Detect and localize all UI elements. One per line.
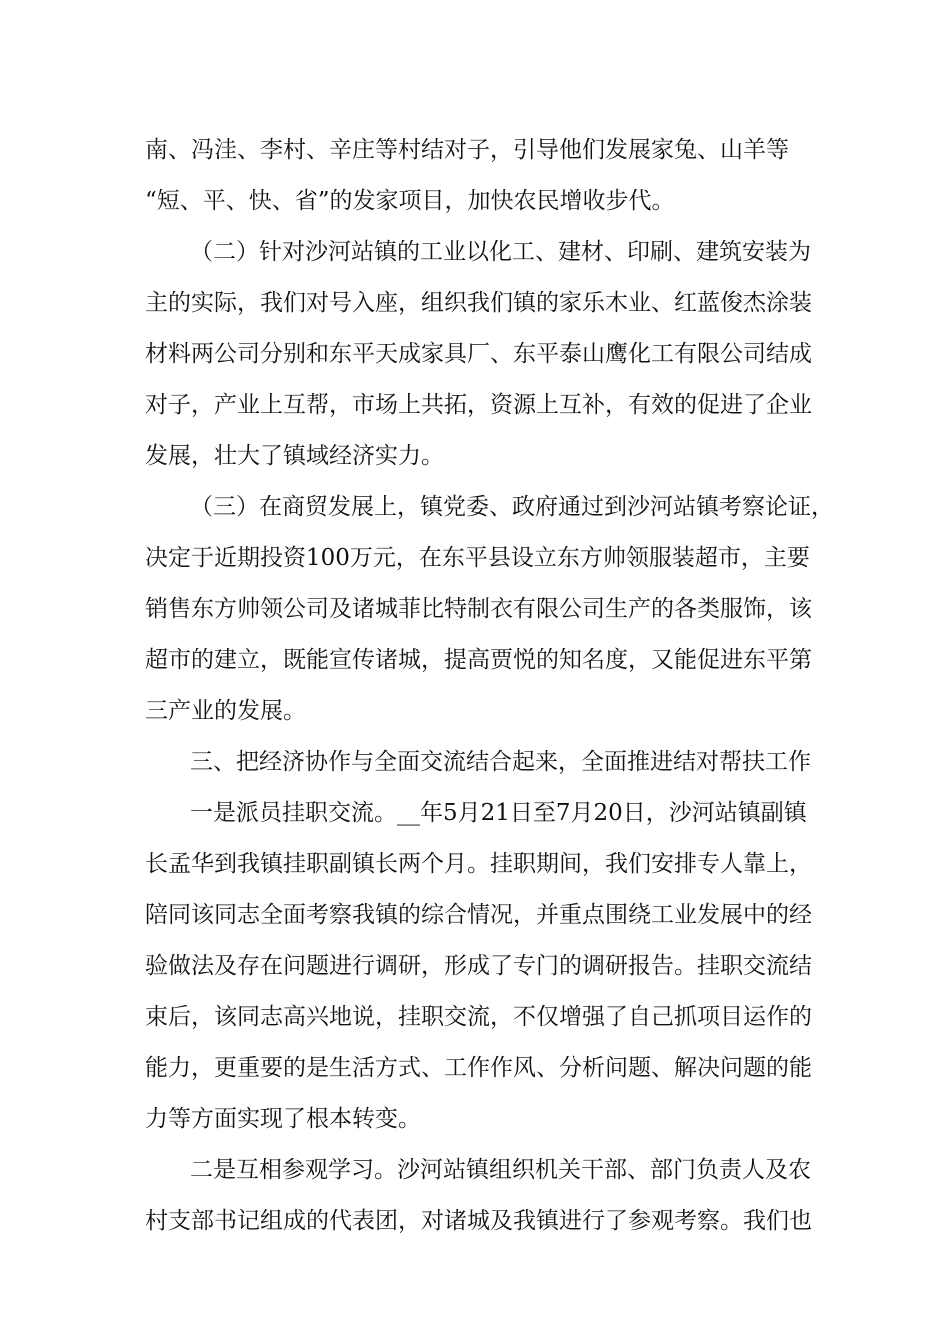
body-text-line: 发展，壮大了镇域经济实力。: [145, 443, 444, 469]
body-text-line: 三产业的发展。: [145, 698, 306, 724]
body-text-line: 束后，该同志高兴地说，挂职交流，不仅增强了自己抓项目运作的: [145, 1004, 812, 1030]
body-text-line: 陪同该同志全面考察我镇的综合情况，并重点围绕工业发展中的经: [145, 902, 812, 928]
body-text-line: 村支部书记组成的代表团，对诸城及我镇进行了参观考察。我们也: [145, 1208, 812, 1234]
body-text-line: 力等方面实现了根本转变。: [145, 1106, 421, 1132]
body-text-line: 对子，产业上互帮，市场上共拓，资源上互补，有效的促进了企业: [145, 392, 812, 418]
body-text-line: 主的实际，我们对号入座，组织我们镇的家乐木业、红蓝俊杰涂装: [145, 290, 812, 316]
body-text-line: 材料两公司分别和东平天成家具厂、东平泰山鹰化工有限公司结成: [145, 341, 812, 367]
body-text-line: 南、冯洼、李村、辛庄等村结对子，引导他们发展家兔、山羊等: [145, 137, 789, 163]
paragraph-4-first-line: 一是派员挂职交流。__年5月21日至7月20日，沙河站镇副镇: [190, 800, 807, 826]
body-text-line: 销售东方帅领公司及诸城菲比特制衣有限公司生产的各类服饰，该: [145, 596, 812, 622]
paragraph-2-first-line: （二）针对沙河站镇的工业以化工、建材、印刷、建筑安装为: [190, 239, 811, 265]
body-text-line: 决定于近期投资100万元，在东平县设立东方帅领服装超市，主要: [145, 545, 810, 571]
body-text-line: 超市的建立，既能宣传诸城，提高贾悦的知名度，又能促进东平第: [145, 647, 812, 673]
body-text-line: 能力，更重要的是生活方式、工作作风、分析问题、解决问题的能: [145, 1055, 812, 1081]
paragraph-3-first-line: （三）在商贸发展上，镇党委、政府通过到沙河站镇考察论证，: [190, 494, 834, 520]
body-text-line: 长孟华到我镇挂职副镇长两个月。挂职期间，我们安排专人靠上，: [145, 851, 812, 877]
paragraph-5-first-line: 二是互相参观学习。沙河站镇组织机关干部、部门负责人及农: [190, 1157, 811, 1183]
section-heading: 三、把经济协作与全面交流结合起来，全面推进结对帮扶工作: [190, 749, 811, 775]
body-text-line: “短、平、快、省”的发家项目，加快农民增收步代。: [145, 188, 675, 214]
body-text-line: 验做法及存在问题进行调研，形成了专门的调研报告。挂职交流结: [145, 953, 812, 979]
